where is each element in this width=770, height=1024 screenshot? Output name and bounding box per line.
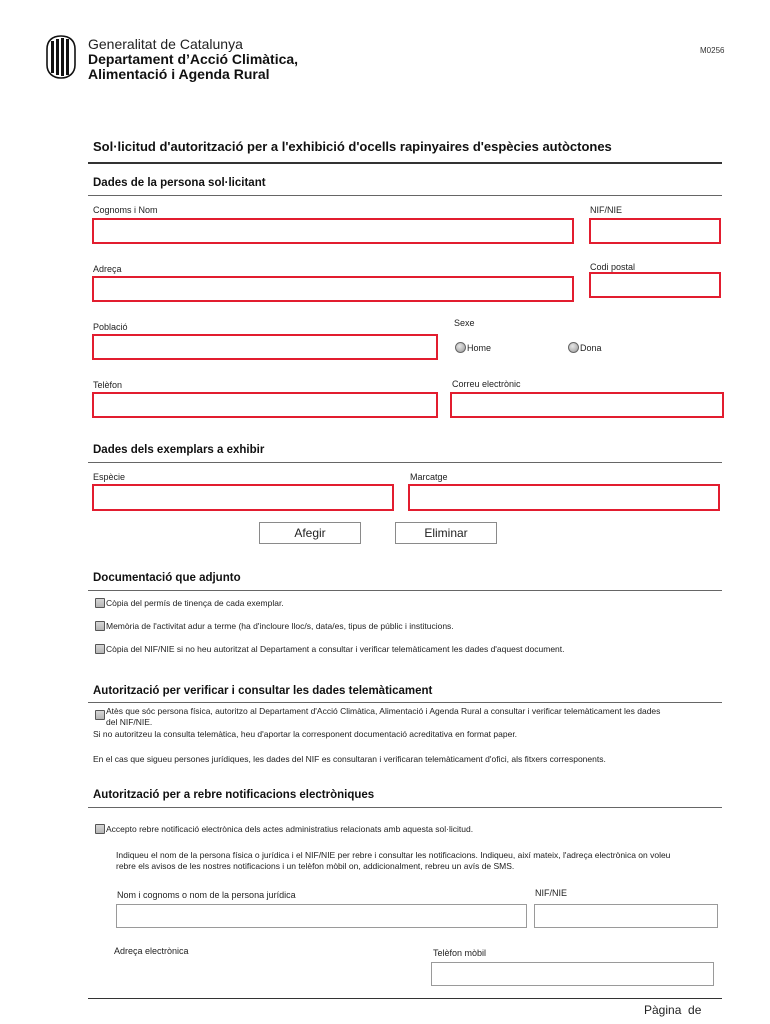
authorization-rule [88,702,722,703]
doc-text-report: Memòria de l'activitat adur a terme (ha d'incloure lloc/s, data/es, tipus de públic i institucions. [106,621,454,631]
phone-field[interactable] [92,392,438,418]
nif-field[interactable] [589,218,721,244]
postal-code-label: Codi postal [590,262,636,272]
org-name-line3: Alimentació i Agenda Rural [88,66,270,82]
org-name-line1: Generalitat de Catalunya [88,36,243,52]
notifications-rule [88,807,722,808]
doc-text-permit: Còpia del permís de tinença de cada exemplar. [106,598,284,608]
address-field[interactable] [92,276,574,302]
authorization-checkbox[interactable] [95,710,105,720]
sex-male-label: Home [467,343,492,353]
add-button[interactable]: Afegir [259,522,361,544]
sex-male-radio[interactable] [455,342,466,353]
email-field[interactable] [450,392,724,418]
notif-email-label: Adreça electrònica [114,946,189,956]
notif-mobile-field[interactable] [431,962,714,986]
notifications-accept-checkbox[interactable] [95,824,105,834]
form-code: M0256 [700,46,725,55]
applicant-rule [88,195,722,196]
remove-button[interactable]: Eliminar [395,522,497,544]
title-rule [88,162,722,164]
footer-rule [88,998,722,999]
authorization-text-line1: Atès que sóc persona física, autoritzo al Departament d'Acció Climàtica, Alimentació i Agenda Rural a consultar i verificar telemàticament les dades [106,706,661,716]
authorization-note-legal: En el cas que sigueu persones jurídiques, les dades del NIF es consultaran i verificaran telemàticament d'ofici, als fitxers corresponents. [93,754,606,764]
email-label: Correu electrònic [452,379,521,389]
nif-label: NIF/NIE [590,205,623,215]
notif-name-label: Nom i cognoms o nom de la persona jurídica [117,890,296,900]
doc-checkbox-nif[interactable] [95,644,105,654]
doc-checkbox-report[interactable] [95,621,105,631]
page-title: Sol·licitud d'autorització per a l'exhibició d'ocells rapinyaires d'espècies autòctones [93,139,612,154]
notifications-accept-text: Accepto rebre notificació electrònica dels actes administratius relacionats amb aquesta sol·licitud. [106,824,474,834]
logo-emblem-icon [45,35,77,79]
marking-label: Marcatge [410,472,448,482]
specimens-rule [88,462,722,463]
notifications-info-line2: rebre els avisos de les nostres notificacions i un telèfon mòbil on, addicionalment, rebreu un avís de SMS. [116,861,515,871]
page-number: Pàgina de [644,1003,702,1017]
section-title-authorization: Autorització per verificar i consultar les dades telemàticament [93,685,433,697]
postal-code-field[interactable] [589,272,721,298]
doc-checkbox-permit[interactable] [95,598,105,608]
section-title-specimens: Dades dels exemplars a exhibir [93,444,265,456]
org-name-line2: Departament d’Acció Climàtica, [88,51,299,67]
notif-mobile-label: Telèfon mòbil [433,948,487,958]
generalitat-logo [45,35,77,79]
section-title-applicant: Dades de la persona sol·licitant [93,177,266,189]
notif-nif-label: NIF/NIE [535,888,568,898]
doc-text-nif: Còpia del NIF/NIE si no heu autoritzat al Departament a consultar i verificar telemàticament les dades d'aquest document. [106,644,565,654]
documents-rule [88,590,722,591]
section-title-documents: Documentació que adjunto [93,572,241,584]
species-label: Espècie [93,472,126,482]
notif-name-field[interactable] [116,904,527,928]
town-label: Població [93,322,128,332]
notifications-info-line1: Indiqueu el nom de la persona física o jurídica i el NIF/NIE per rebre i consultar les notificacions. Indiqueu, així mateix, l'adreça electrònica on voleu [116,850,671,860]
sex-female-radio[interactable] [568,342,579,353]
surname-field[interactable] [92,218,574,244]
marking-field[interactable] [408,484,720,511]
sex-female-label: Dona [580,343,602,353]
species-field[interactable] [92,484,394,511]
authorization-note-paper: Si no autoritzeu la consulta telemàtica, heu d'aportar la corresponent documentació acreditativa en format paper. [93,729,518,739]
address-label: Adreça [93,264,122,274]
authorization-text-line2: del NIF/NIE. [106,717,153,727]
surname-label: Cognoms i Nom [93,205,158,215]
section-title-notifications: Autorització per a rebre notificacions electròniques [93,789,375,801]
sex-label: Sexe [454,318,475,328]
phone-label: Telèfon [93,380,123,390]
notif-nif-field[interactable] [534,904,718,928]
town-field[interactable] [92,334,438,360]
